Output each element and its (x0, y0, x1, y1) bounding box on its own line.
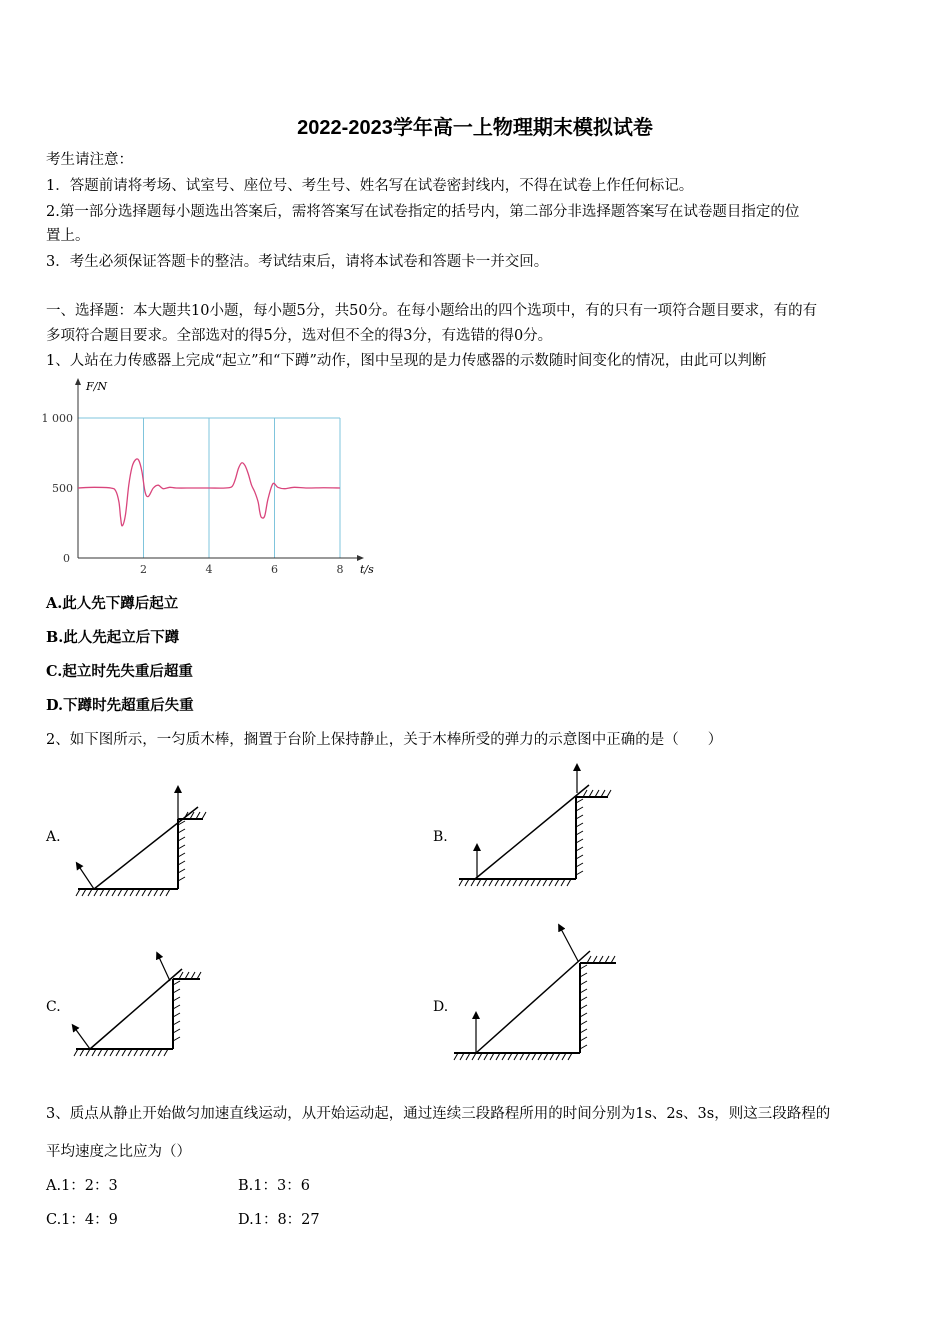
question-3-stem-line2: 平均速度之比应为（） (46, 1144, 191, 1160)
y-axis-label: F/N (86, 380, 107, 393)
q2-diagram-d (450, 923, 625, 1063)
x-tick-label-2: 2 (140, 563, 147, 576)
chart-tick-labels (42, 412, 344, 576)
q1-option-b[interactable]: B.此人先起立后下蹲 (46, 629, 180, 646)
origin-label: 0 (63, 552, 70, 565)
q2-diagram-b (455, 763, 625, 893)
question-3-stem-line1: 3、质点从静止开始做匀加速直线运动，从开始运动起，通过连续三段路程所用的时间分别为1s、2s、3s，则这三段路程的 (46, 1106, 831, 1122)
notice-item-3: 3．考生必须保证答题卡的整洁。考试结束后，请将本试卷和答题卡一并交回。 (46, 254, 549, 270)
notice-item-1: 1．答题前请将考场、试室号、座位号、考生号、姓名写在试卷密封线内，不得在试卷上作任何标记。 (46, 178, 694, 194)
q2-label-a[interactable]: A. (46, 829, 61, 845)
notice-item-2-cont: 置上。 (46, 228, 90, 244)
y-axis-arrow (75, 378, 81, 385)
q3-option-c[interactable]: C.1：4：9 (46, 1212, 118, 1228)
page-title: 2022-2023学年高一上物理期末模拟试卷 (297, 117, 653, 139)
notice-item-2: 2.第一部分选择题每小题选出答案后，需将答案写在试卷指定的括号内，第二部分非选择题答案写在试卷题目指定的位 (46, 204, 800, 220)
q1-option-a[interactable]: A.此人先下蹲后起立 (46, 595, 179, 612)
q2-label-c[interactable]: C. (46, 999, 61, 1015)
x-tick-label-8: 8 (336, 563, 344, 576)
q1-option-d[interactable]: D.下蹲时先超重后失重 (46, 697, 194, 714)
q1-option-c[interactable]: C.起立时先失重后超重 (46, 663, 193, 680)
y-tick-label-1000: 1 000 (41, 412, 73, 425)
y-tick-label-500: 500 (52, 482, 73, 495)
q2-diagram-a (72, 785, 212, 905)
x-axis-label: t/s (360, 563, 374, 576)
q3-option-d[interactable]: D.1：8：27 (238, 1212, 320, 1228)
q2-label-d[interactable]: D. (433, 999, 449, 1015)
force-time-chart (40, 378, 380, 578)
question-1-stem: 1、人站在力传感器上完成“起立”和“下蹲”动作，图中呈现的是力传感器的示数随时间变化的情况，由此可以判断 (46, 353, 767, 369)
notice-heading: 考生请注意： (46, 152, 133, 168)
chart-axes (75, 378, 364, 561)
section-intro-line1: 一、选择题：本大题共10小题，每小题5分，共50分。在每小题给出的四个选项中，有的只有一项符合题目要求，有的有 (46, 303, 818, 319)
q2-label-b[interactable]: B. (433, 829, 448, 845)
x-tick-label-6: 6 (271, 563, 278, 576)
q3-option-a[interactable]: A.1：2：3 (46, 1178, 118, 1194)
q3-option-b[interactable]: B.1：3：6 (238, 1178, 310, 1194)
q2-diagram-c (70, 945, 210, 1065)
question-2-stem: 2、如下图所示，一匀质木棒，搁置于台阶上保持静止，关于木棒所受的弹力的示意图中正确的是（ ） (46, 732, 723, 748)
x-tick-label-4: 4 (205, 563, 213, 576)
section-intro-line2: 多项符合题目要求。全部选对的得5分，选对但不全的得3分，有选错的得0分。 (46, 328, 553, 344)
x-axis-arrow (357, 555, 364, 561)
